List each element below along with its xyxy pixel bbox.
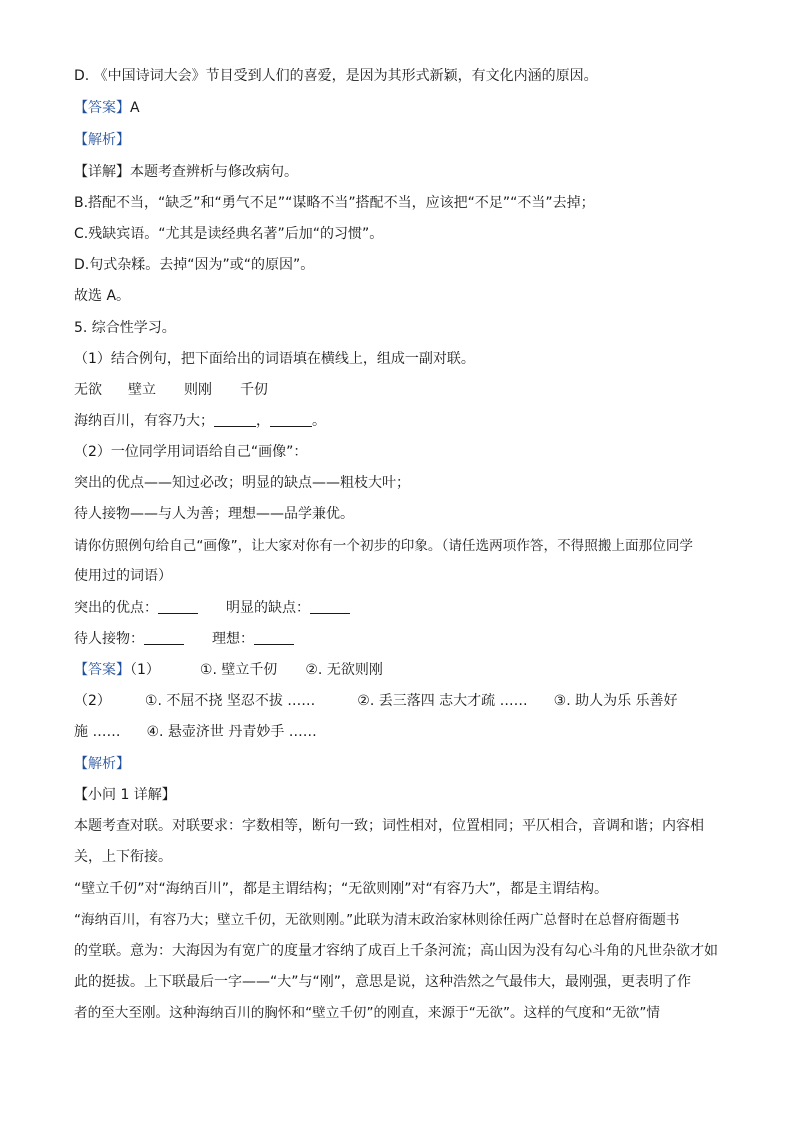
explain-b: B.搭配不当，“缺乏”和“勇气不足”“谋略不当”搭配不当，应该把“不足”“不当”去掉； bbox=[74, 195, 595, 211]
para-2: “壁立千仞”对“海纳百川”，都是主谓结构；“无欲则刚”对“有容乃大”，都是主谓结构。 bbox=[74, 881, 609, 897]
detail-line bbox=[74, 162, 724, 182]
answer-tag: 【答案】 bbox=[74, 100, 130, 116]
ideal-blank[interactable] bbox=[254, 630, 294, 645]
ideal-label: 理想： bbox=[212, 631, 254, 647]
question-5-part2: （2）一位同学用词语给自己“画像”： bbox=[74, 444, 308, 460]
analysis-tag: 【解析】 bbox=[74, 132, 130, 148]
period: 。 bbox=[312, 413, 326, 429]
fill-row-2 bbox=[74, 629, 724, 649]
word-item: 则刚 bbox=[184, 382, 212, 398]
conduct-label: 待人接物： bbox=[74, 631, 144, 647]
strength-label: 突出的优点： bbox=[74, 600, 158, 616]
word-item: 千仞 bbox=[240, 382, 268, 398]
word-list bbox=[74, 380, 724, 400]
option-d-line: D. 《中国诗词大会》节目受到人们的喜爱，是因为其形式新颖，有文化内涵的原因。 bbox=[74, 68, 598, 84]
weakness-label: 明显的缺点： bbox=[226, 600, 310, 616]
explain-d: D.句式杂糅。去掉“因为”或“的原因”。 bbox=[74, 257, 315, 273]
question-5-part1: （1）结合例句，把下面给出的词语填在横线上，组成一副对联。 bbox=[74, 351, 475, 367]
comma: ， bbox=[256, 413, 270, 429]
para-3-line-4: 者的至大至刚。这种海纳百川的胸怀和“壁立千仞”的刚直，来源于“无欲”。这样的气度和“无欲”情 bbox=[74, 1005, 661, 1021]
answer2-line-1 bbox=[74, 660, 724, 680]
answer2-item: ②. 丢三落四 志大才疏 …… bbox=[357, 693, 528, 709]
para-3-line-2: 的堂联。意为：大海因为有宽广的度量才容纳了成百上千条河流；高山因为没有勾心斗角的凡世杂欲才如 bbox=[74, 943, 718, 959]
para-1-line-1: 本题考查对联。对联要求：字数相等，断句一致；词性相对，位置相同；平仄相合，音调和谐；内容相 bbox=[74, 818, 704, 834]
conclusion-line: 故选 A。 bbox=[74, 288, 131, 304]
couplet-blank-2[interactable] bbox=[270, 412, 312, 427]
detail-text: 本题考查辨析与修改病句。 bbox=[130, 164, 298, 180]
instruction-line-2: 使用过的词语） bbox=[74, 568, 172, 584]
answer2-item-cont: 施 …… bbox=[74, 724, 121, 740]
subquestion-1-tag: 【小问 1 详解】 bbox=[74, 787, 176, 803]
answer2-part2: （2） bbox=[74, 693, 111, 709]
para-3-line-3: 此的挺拔。上下联最后一字——“大”与“刚”，意思是说，这种浩然之气最伟大，最刚强，更表明了作 bbox=[74, 974, 692, 990]
detail-tag: 【详解】 bbox=[74, 164, 130, 180]
para-3-line-1: “海纳百川，有容乃大；壁立千仞，无欲则刚。”此联为清末政治家林则徐任两广总督时在总督府衙题书 bbox=[74, 912, 680, 928]
answer2-item: ②. 无欲则刚 bbox=[305, 662, 383, 678]
para-1-line-2: 关，上下衔接。 bbox=[74, 849, 172, 865]
answer2-tag: 【答案】 bbox=[74, 662, 130, 678]
conduct-blank[interactable] bbox=[144, 630, 184, 645]
explain-c: C.残缺宾语。“尤其是读经典名著”后加“的习惯”。 bbox=[74, 226, 384, 242]
strength-blank[interactable] bbox=[158, 599, 198, 614]
fill-row-1 bbox=[74, 598, 724, 618]
example-line-1: 突出的优点——知过必改；明显的缺点——粗枝大叶； bbox=[74, 475, 410, 491]
answer2-line-3 bbox=[74, 722, 724, 742]
couplet-blank-1[interactable] bbox=[214, 412, 256, 427]
couplet-line bbox=[74, 411, 724, 431]
couplet-prefix: 海纳百川，有容乃大； bbox=[74, 413, 214, 429]
answer2-item: ③. 助人为乐 乐善好 bbox=[553, 693, 678, 709]
instruction-line-1: 请你仿照例句给自己“画像”，让大家对你有一个初步的印象。（请任选两项作答，不得照搬上面那位同学 bbox=[74, 538, 694, 554]
answer2-item: ①. 壁立千仞 bbox=[199, 662, 278, 678]
answer-line bbox=[74, 98, 724, 118]
word-item: 壁立 bbox=[128, 382, 156, 398]
analysis2-tag: 【解析】 bbox=[74, 756, 130, 772]
example-line-2: 待人接物——与人为善；理想——品学兼优。 bbox=[74, 506, 354, 522]
answer2-line-2 bbox=[74, 691, 724, 711]
question-5-title: 5. 综合性学习。 bbox=[74, 320, 176, 336]
weakness-blank[interactable] bbox=[310, 599, 350, 614]
word-item: 无欲 bbox=[74, 382, 102, 398]
answer-value: A bbox=[130, 100, 140, 116]
answer2-part1: （1） bbox=[130, 662, 160, 678]
answer2-item: ①. 不屈不挠 坚忍不拔 …… bbox=[144, 693, 316, 709]
answer2-item: ④. 悬壶济世 丹青妙手 …… bbox=[146, 724, 317, 740]
